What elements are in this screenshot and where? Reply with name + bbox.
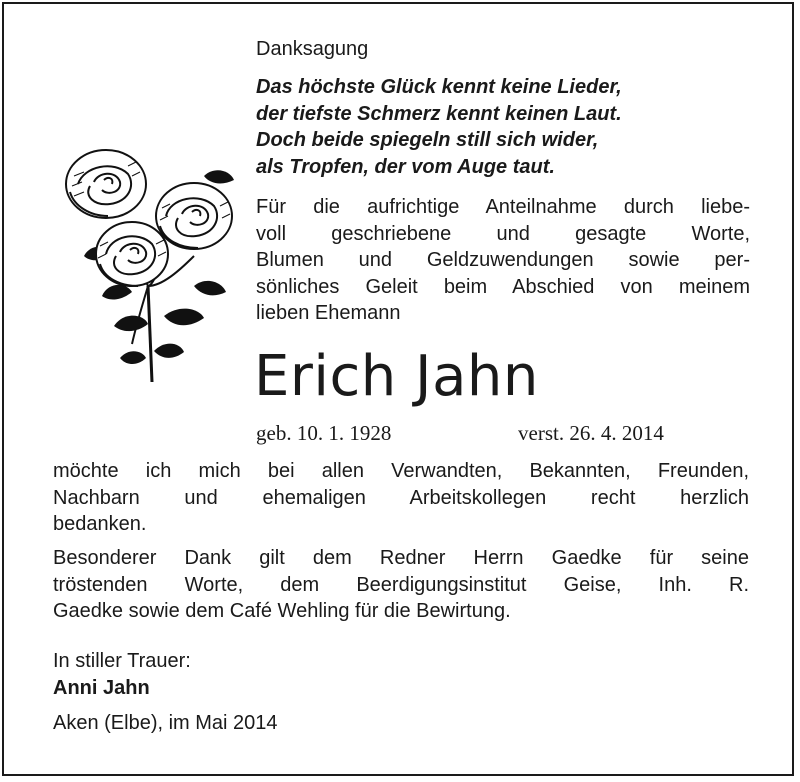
special-thanks-paragraph (53, 545, 749, 625)
mourning-label: In stiller Trauer: (53, 650, 191, 672)
poem (256, 74, 756, 180)
paragraph-line: Besonderer Dank gilt dem Redner Herrn Gaedke für seine (53, 547, 749, 569)
paragraph-line: möchte ich mich bei allen Verwandten, Bekannten, Freunden, (53, 460, 749, 482)
roses-illustration (44, 136, 249, 384)
intro-line: voll geschriebene und gesagte Worte, (256, 222, 750, 245)
mourner-name: Anni Jahn (53, 677, 150, 699)
deceased-name: Erich Jahn (254, 344, 539, 409)
death-date: verst. 26. 4. 2014 (518, 421, 664, 445)
thanks-paragraph (53, 458, 749, 538)
paragraph-line: tröstenden Worte, dem Beerdigungsinstitut Geise, Inh. R. (53, 573, 749, 596)
signature-block (53, 648, 278, 737)
poem-line: der tiefste Schmerz kennt keinen Laut. (256, 102, 622, 125)
intro-line: sönliches Geleit beim Abschied von meinem (256, 275, 750, 298)
intro-line: Blumen und Geldzuwendungen sowie per- (256, 249, 750, 271)
paragraph-line: Nachbarn und ehemaligen Arbeitskollegen recht herzlich (53, 486, 749, 509)
poem-line: Doch beide spiegeln still sich wider, (256, 129, 599, 151)
place-date: Aken (Elbe), im Mai 2014 (53, 712, 278, 734)
notice-heading: Danksagung (256, 38, 369, 60)
paragraph-line: Gaedke sowie dem Café Wehling für die Bewirtung. (53, 600, 511, 622)
paragraph-line: bedanken. (53, 513, 147, 535)
intro-line: lieben Ehemann (256, 302, 401, 324)
poem-line: als Tropfen, der vom Auge taut. (256, 155, 555, 178)
intro-text (256, 194, 750, 327)
intro-line: Für die aufrichtige Anteilnahme durch liebe- (256, 196, 750, 218)
poem-line: Das höchste Glück kennt keine Lieder, (256, 76, 622, 98)
birth-date: geb. 10. 1. 1928 (256, 421, 392, 445)
